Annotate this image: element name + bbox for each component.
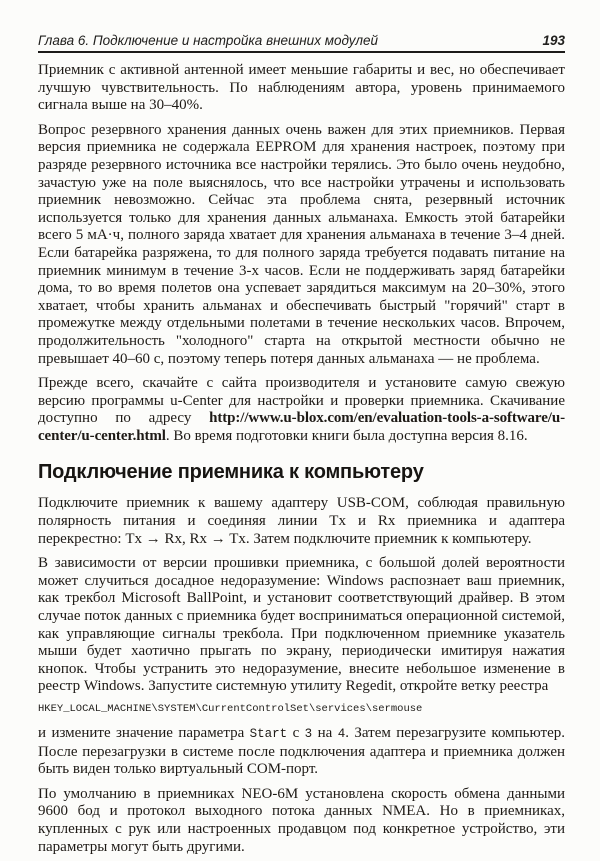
start-param-value-new: 4	[337, 727, 346, 741]
paragraph-usb-com-wiring: Подключите приемник к вашему адаптеру USB-COM, соблюдая правильную полярность питания и соединяя линии Tx и Rx приемника и адаптера перекрестно: Tx → Rx, Rx → Tx. Затем подключите приемник к компьютеру.	[38, 495, 565, 547]
start-param-text-3: на	[312, 725, 338, 741]
page-number: 193	[542, 33, 565, 48]
page-body	[38, 62, 565, 861]
start-param-text-1: и измените значение параметра	[38, 725, 250, 741]
ucenter-download-url: http://www.u-blox.com/en/evaluation-tools-a-software/u-center/u-center.html	[38, 410, 565, 444]
registry-path-code: HKEY_LOCAL_MACHINE\SYSTEM\CurrentControlSet\services\sermouse	[38, 703, 423, 715]
paragraph-ucenter-download	[38, 375, 565, 445]
paragraph-backup-storage: Вопрос резервного хранения данных очень важен для этих приемников. Первая версия приемника не содержала EEPROM для хранения настроек, поэтому при разряде резервного источника все настройки терялись. Это было очень неудобно, зачастую уже на поле выяснялось, что все настройки утрачены и использовать приемник невозможно. Сейчас эта проблема снята, резервный источник используется только для хранения данных альманаха. Емкость этой батарейки всего 5 мА·ч, полного заряда хватает для хранения альманаха в течение 3–4 дней. Если батарейка разряжена, то для полного заряда требуется подавать питание на приемник минимум в течение 3-х часов. Если не поддерживать заряд батарейки дома, то во время полетов она успевает зарядиться максимум на 20–30%, этого хватает, чтобы хранить альманах и обеспечивать быстрый "горячий" старт в промежутке между отдельными полетами в течение нескольких часов. Впрочем, продолжительность "холодного" старта на открытой местности обычно не превышает 40–60 с, поэтому теперь потеря данных альманаха — не проблема.	[38, 121, 565, 367]
paragraph-active-antenna: Приемник с активной антенной имеет меньшие габариты и вес, но обеспечивает лучшую чувствительность. По наблюдениям автора, уровень принимаемого сигнала выше на 30–40%.	[38, 62, 565, 114]
ucenter-text-after-url: . Во время подготовки книги была доступна версия 8.16.	[165, 427, 528, 444]
paragraph-neo6m-defaults: По умолчанию в приемниках NEO-6M установлена скорость обмена данными 9600 бод и протокол выходного потока данных NMEA. Но в приемниках, купленных с рук или настроенных продавцом под конкретное устройство, эти параметры могут быть другими.	[38, 785, 565, 855]
paragraph-ballpoint-issue: В зависимости от версии прошивки приемника, с большой долей вероятности может случиться досадное недоразумение: Windows распознает ваш приемник, как трекбол Microsoft BallPoint, и установит соответствующий драйвер. В этом случае поток данных с приемника будет восприниматься операционной системой, как управляющие сигналы трекбола. При подключенном приемнике указатель мыши будет хаотично прыгать по экрану, периодически имитируя нажатия кнопок. Чтобы устранить это недоразумение, внесите небольшое изменение в реестр Windows. Запустите системную утилиту Regedit, откройте ветку реестра	[38, 555, 565, 695]
start-param-name: Start	[249, 727, 288, 741]
section-heading-connect-receiver: Подключение приемника к компьютеру	[38, 461, 424, 484]
chapter-title: Глава 6. Подключение и настройка внешних модулей	[38, 33, 378, 48]
start-param-text-2: с	[287, 725, 305, 741]
paragraph-start-parameter	[38, 725, 565, 779]
start-param-text-4: . Затем перезагрузите компьютер. После перезагрузки в системе после подключения адаптера и приемника должен быть виден только виртуальный COM-порт.	[38, 725, 565, 778]
start-param-value-old: 3	[304, 727, 313, 741]
ucenter-text-before-url: Прежде всего, скачайте с сайта производителя и установите самую свежую версию программы u-Center для настройки и проверки приемника. Скачивание доступно по адресу	[38, 375, 565, 427]
running-header	[38, 33, 565, 53]
